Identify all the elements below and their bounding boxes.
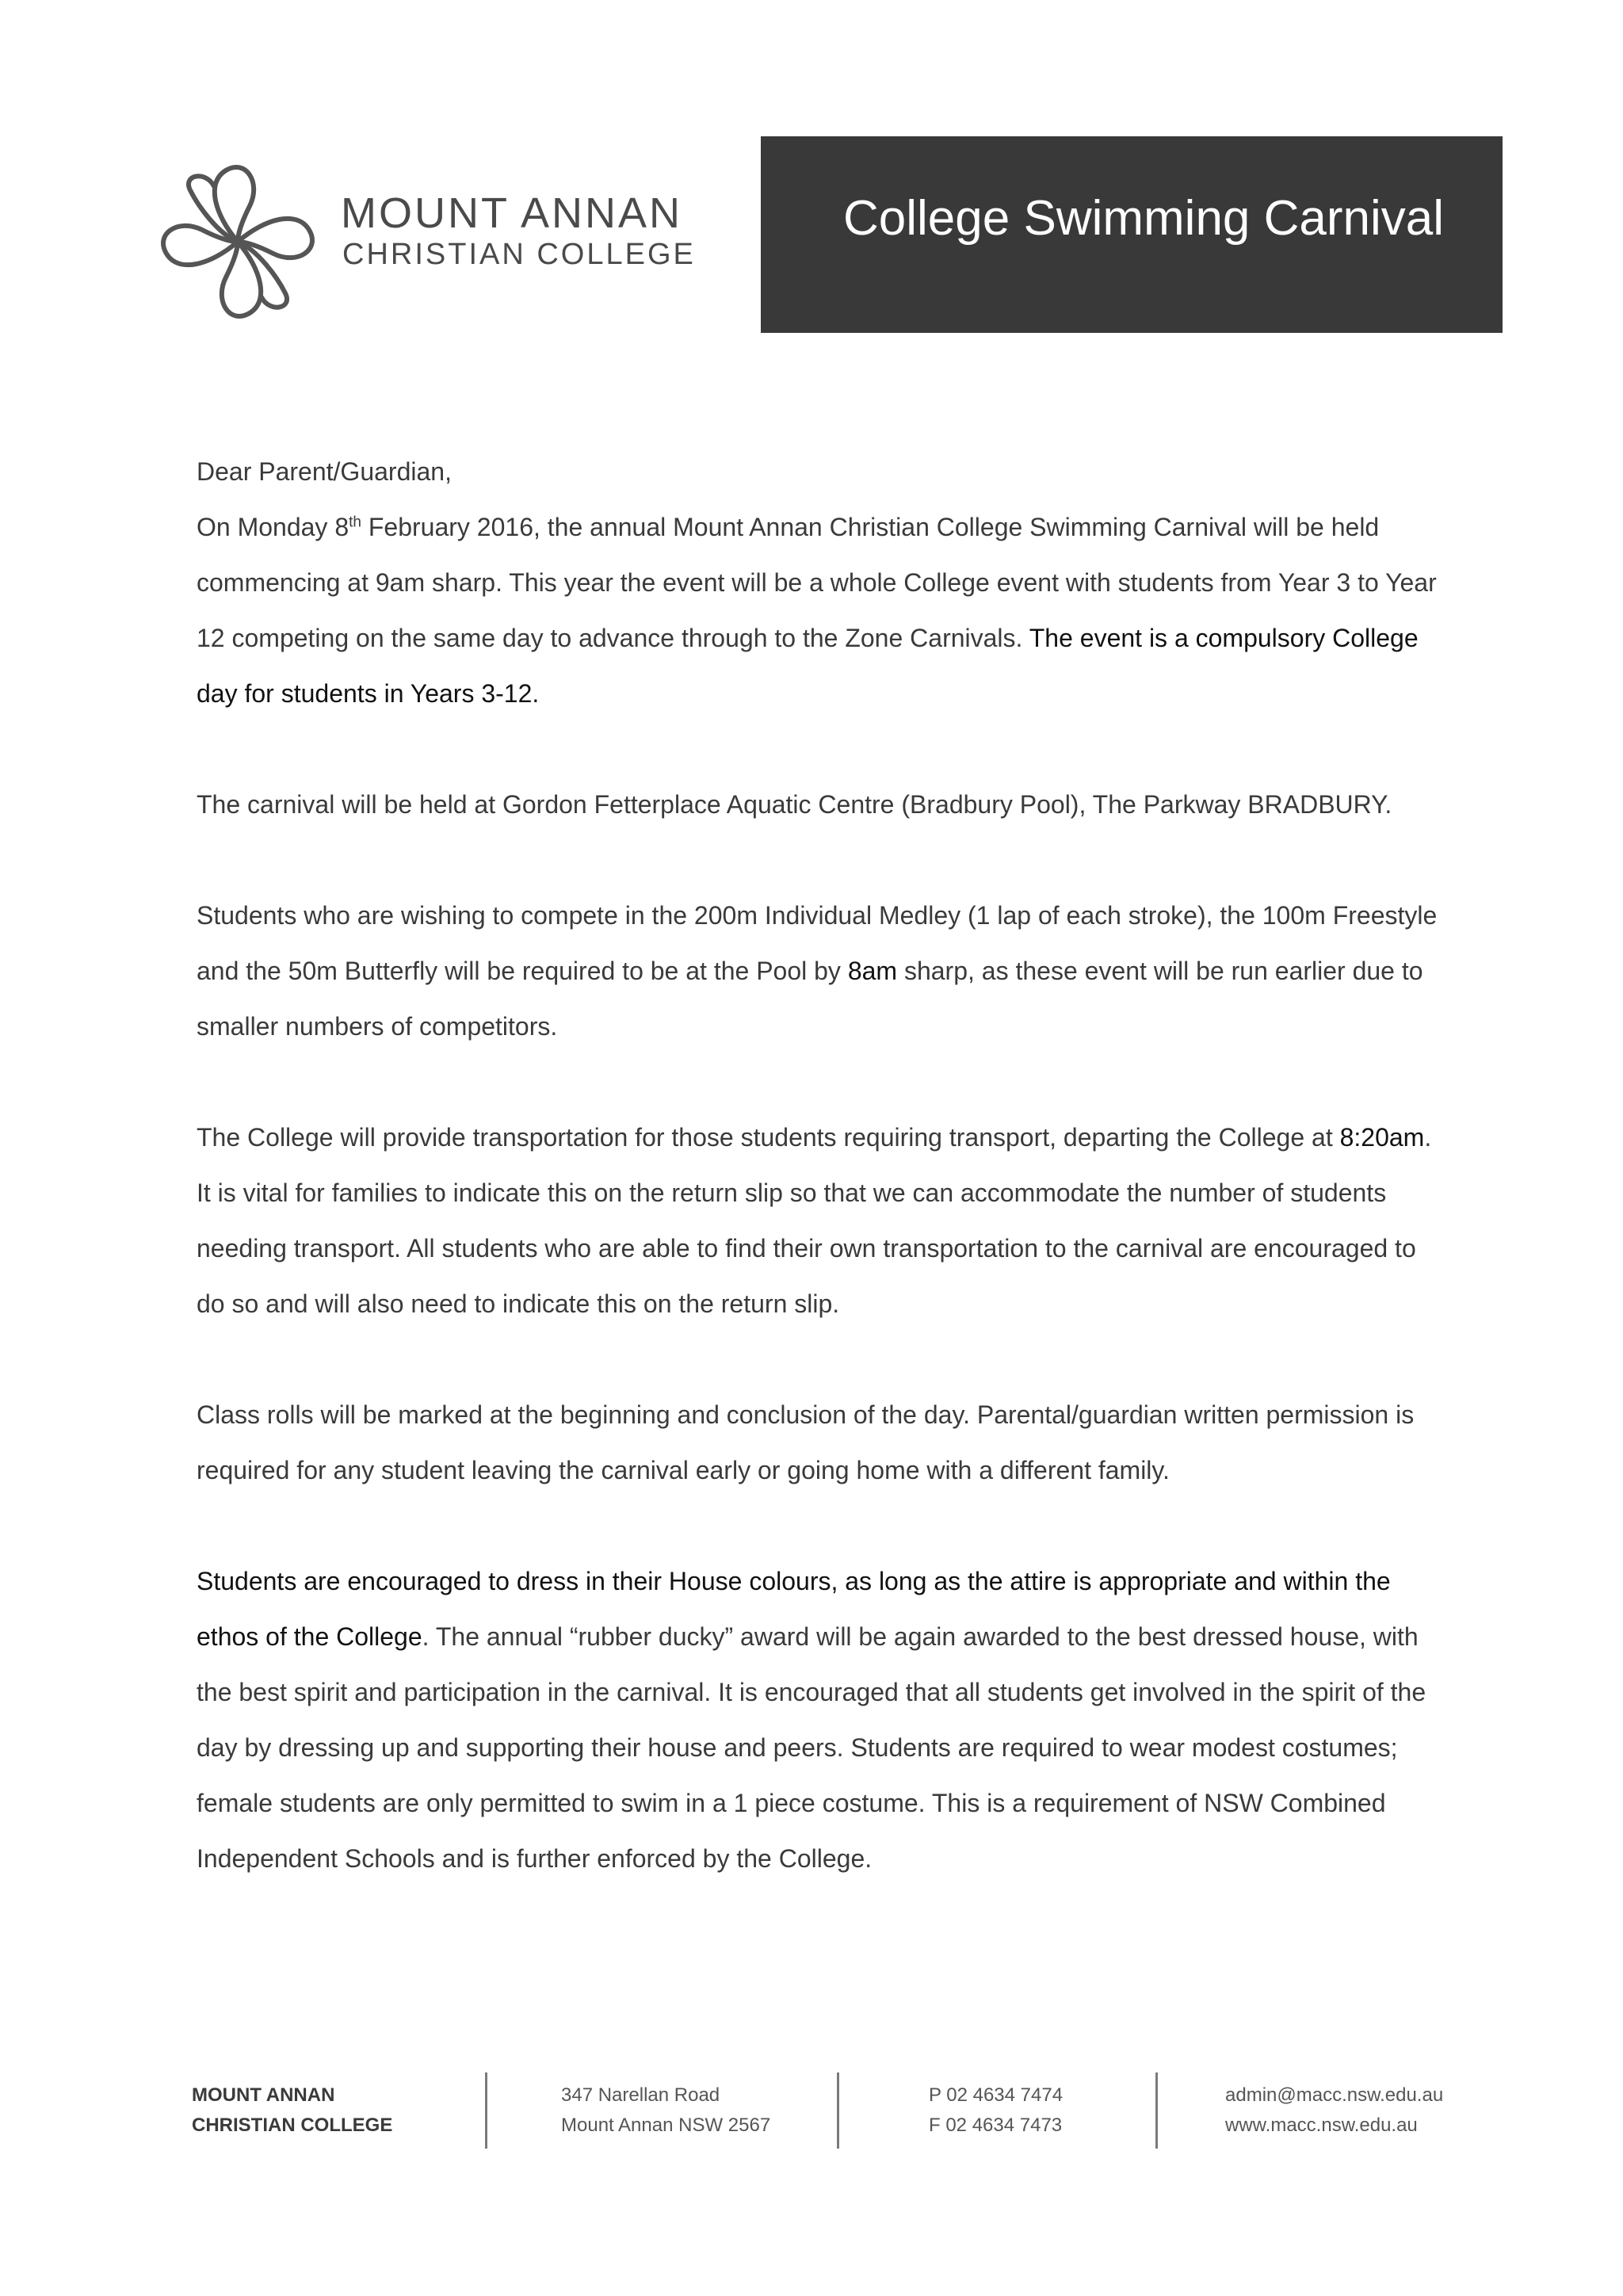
paragraph-date-text-b: February 2016, the annual Mount Annan Christian College Swimming Carnival will be held commencing at 9am sharp. This year the event will be a whole College event with students from Year 3 to Year 12 competing on the same day to advance through to the Zone Carnivals. <box>197 513 1437 652</box>
paragraph-early-events-text-b: sharp, as these event will be run earlier due to smaller numbers of competitors. <box>197 957 1423 1041</box>
footer-email: admin@macc.nsw.edu.au <box>1225 2084 1444 2106</box>
page-title: College Swimming Carnival <box>843 191 1445 246</box>
early-time: 8am <box>847 957 898 985</box>
footer-phone <box>929 2080 1063 2141</box>
footer-contact <box>1225 2080 1443 2141</box>
footer <box>0 2073 1623 2160</box>
paragraph-early-events-text-a: Students who are wishing to compete in the 200m Individual Medley (1 lap of each stroke), the 100m Freestyle and the 50m Butterfly will be required to be at the Pool by <box>197 901 1438 985</box>
paragraph-venue: The carnival will be held at Gordon Fetterplace Aquatic Centre (Bradbury Pool), The Parkway BRADBURY. <box>197 790 1392 819</box>
paragraph-transport <box>197 1110 1449 1331</box>
footer-address <box>561 2080 770 2141</box>
ordinal-suffix: th <box>349 514 361 531</box>
paragraph-date-text-a: On Monday 8 <box>197 513 349 541</box>
footer-phone-number: P 02 4634 7474 <box>929 2084 1064 2106</box>
paragraph-dress-text: . The annual “rubber ducky” award will be again awarded to the best dressed house, with the best spirit and participation in the carnival. It is encouraged that all students get involved in the spirit of the day by dressing up and supporting their house and peers. Students are required to wear modest costumes; female students are only permitted to swim in a 1 piece costume. This is a requirement of NSW Combined Independent Schools and is further enforced by the College. <box>197 1622 1426 1873</box>
footer-website: www.macc.nsw.edu.au <box>1225 2115 1418 2136</box>
paragraph-transport-text-a: The College will provide transportation for those students requiring transport, departing the College at <box>197 1123 1340 1152</box>
departure-time: 8:20am <box>1339 1123 1425 1152</box>
footer-divider <box>837 2073 839 2149</box>
logo-text-line1: MOUNT ANNAN <box>341 189 683 237</box>
footer-divider <box>1155 2073 1158 2149</box>
paragraph-early-events <box>197 888 1449 1054</box>
paragraph-rolls: Class rolls will be marked at the beginning and conclusion of the day. Parental/guardian written permission is required for any student leaving the carnival early or going home with a different family. <box>197 1400 1415 1484</box>
footer-org-line1: MOUNT ANNAN <box>192 2084 335 2106</box>
house-colours-notice: Students are encouraged to dress in their House colours, as long as the attire is appropriate and within the ethos of the College <box>197 1567 1391 1651</box>
logo-text-line2: CHRISTIAN COLLEGE <box>342 238 696 271</box>
paragraph-dress <box>197 1553 1449 1886</box>
footer-org <box>192 2080 392 2141</box>
footer-divider <box>485 2073 487 2149</box>
title-banner <box>761 136 1503 333</box>
footer-address-line2: Mount Annan NSW 2567 <box>561 2115 771 2136</box>
footer-org-line2: CHRISTIAN COLLEGE <box>192 2115 393 2136</box>
compulsory-notice: The event is a compulsory College day for students in Years 3-12. <box>197 624 1419 708</box>
letter-body <box>197 444 1449 1942</box>
footer-address-line1: 347 Narellan Road <box>561 2084 720 2106</box>
college-logo <box>151 159 705 333</box>
paragraph-transport-text-b: . It is vital for families to indicate this on the return slip so that we can accommodate the number of students needing transport. All students who are able to find their own transportation to the carnival are encouraged to do so and will also need to indicate this on the return slip. <box>197 1123 1432 1318</box>
loop-flower-icon <box>151 159 325 325</box>
greeting: Dear Parent/Guardian, <box>197 457 452 486</box>
footer-fax-number: F 02 4634 7473 <box>929 2115 1063 2136</box>
paragraph-date <box>197 499 1449 721</box>
